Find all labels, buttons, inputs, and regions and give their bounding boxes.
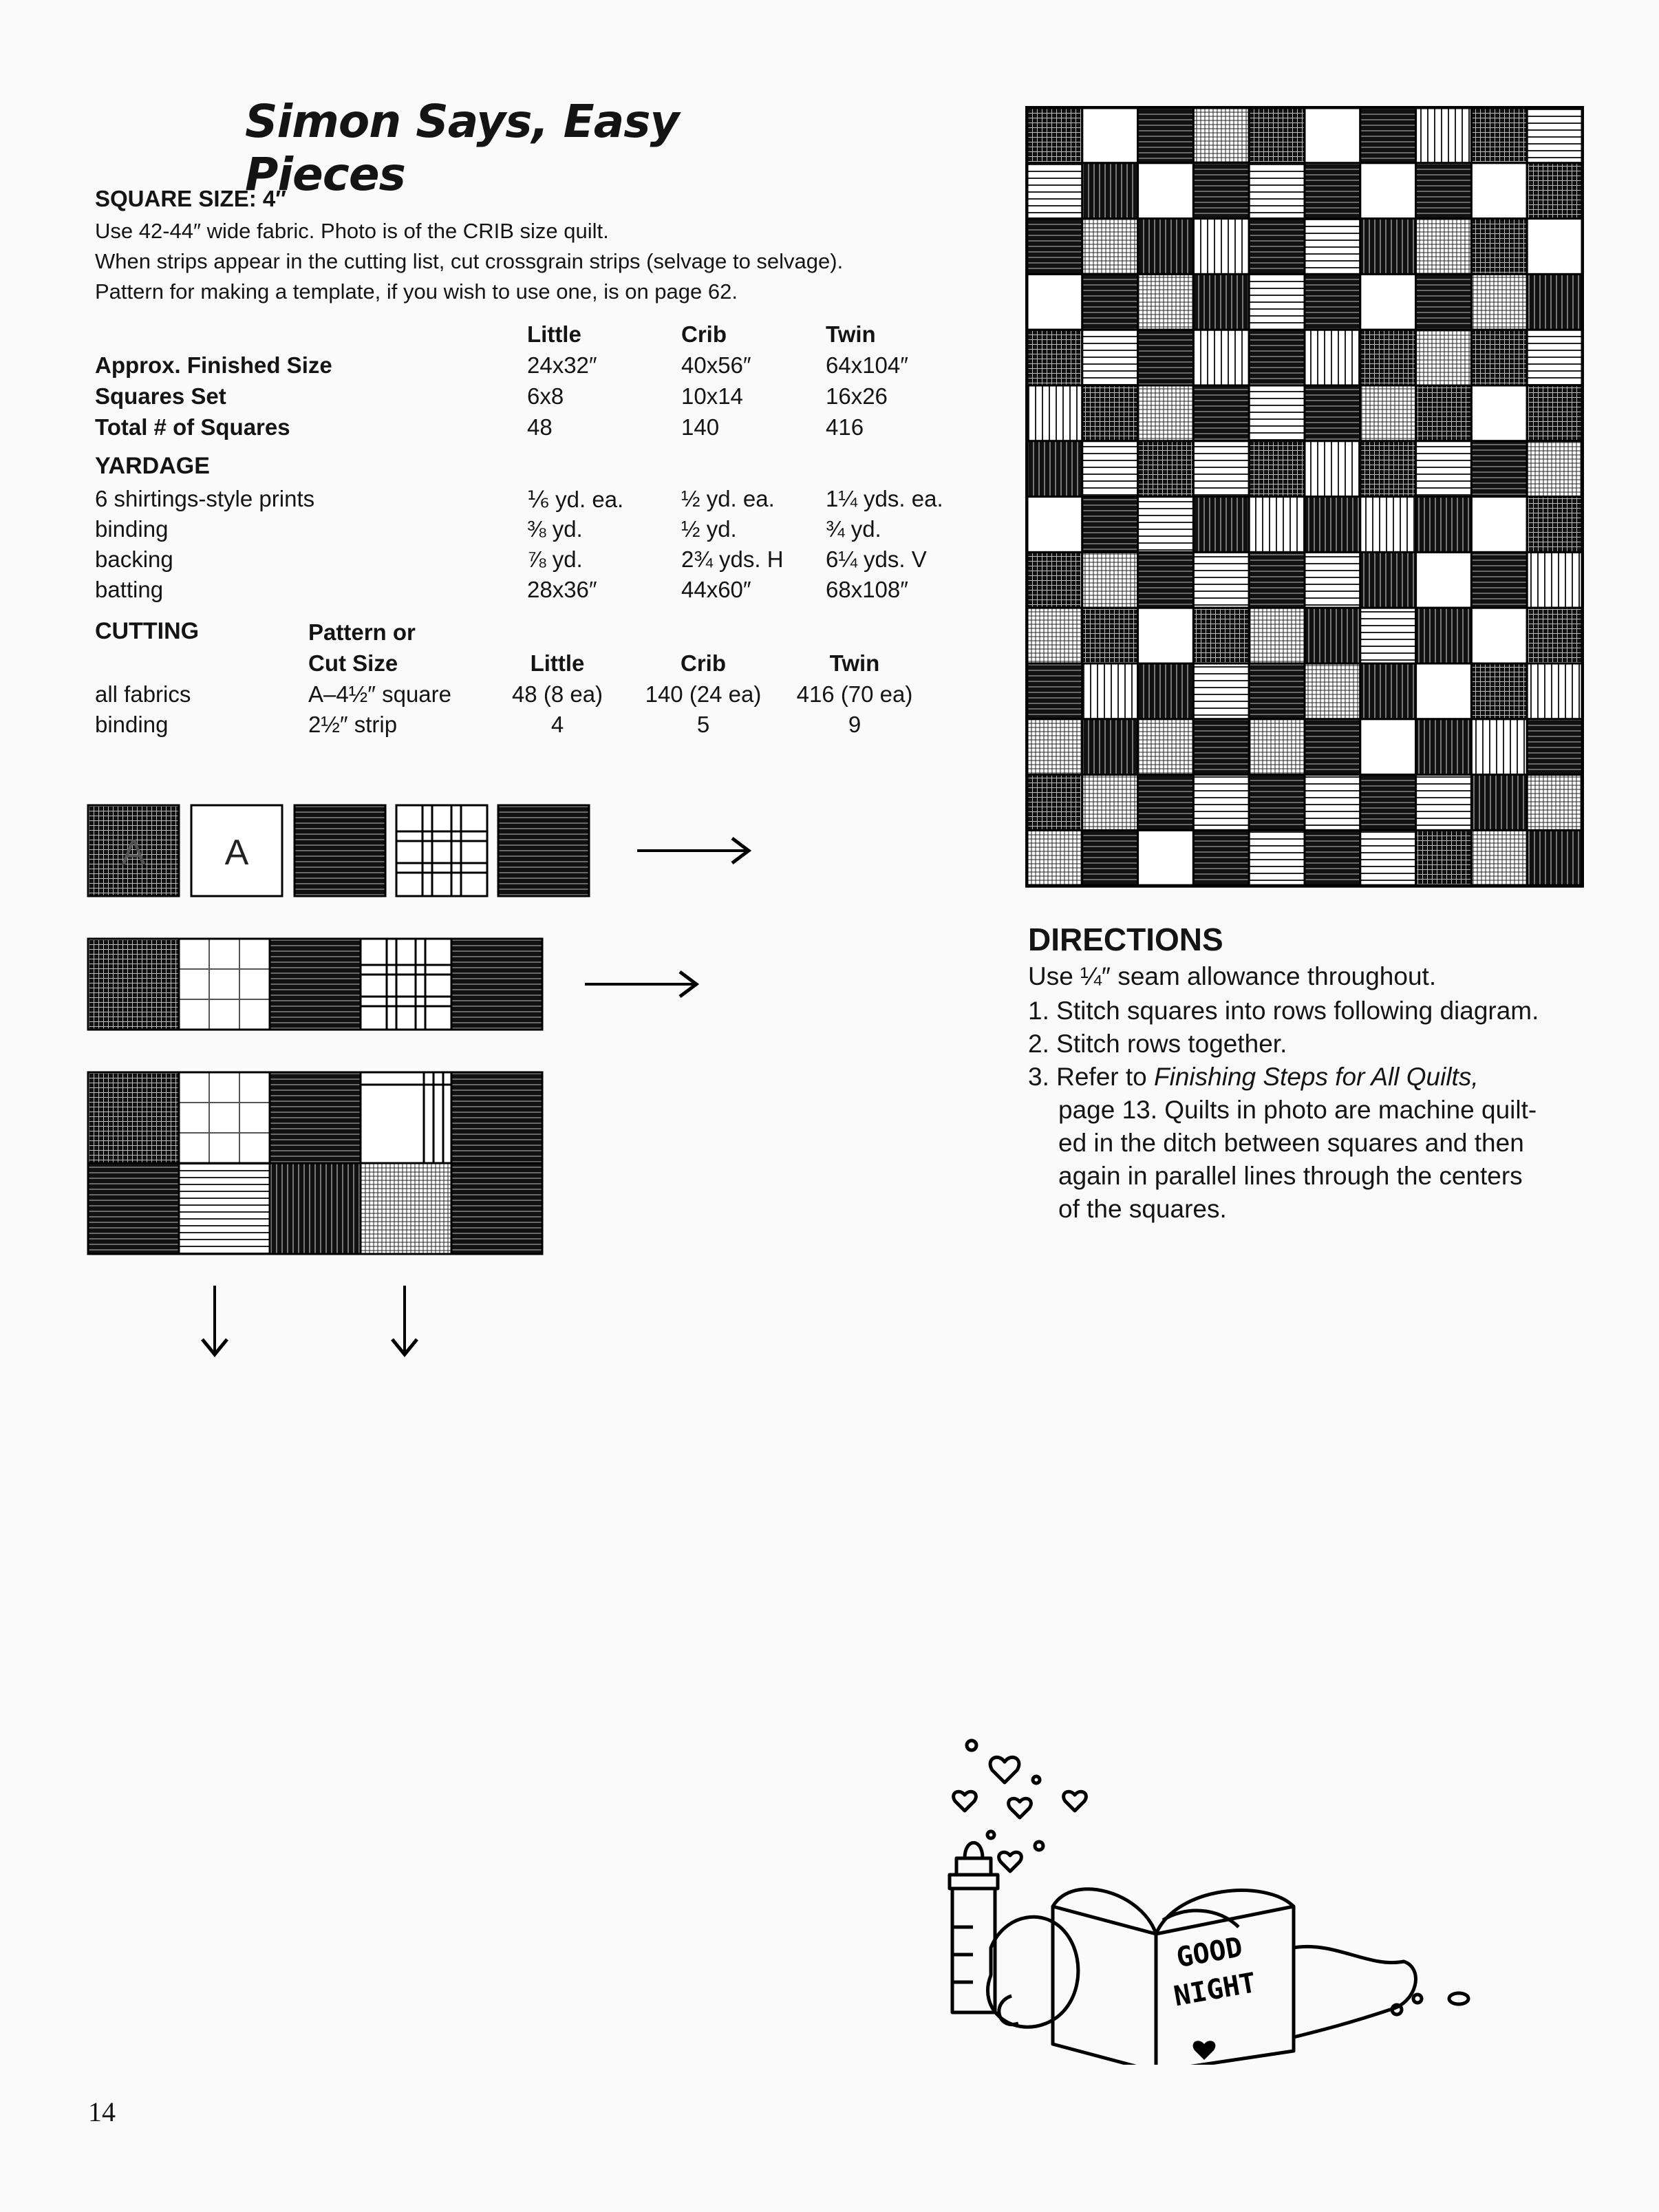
quilt-block — [1193, 719, 1249, 775]
pattern-header: Pattern or — [308, 619, 416, 645]
quilt-block — [1193, 663, 1249, 719]
cell: 416 — [826, 414, 864, 440]
arrow-down-icon — [392, 1286, 417, 1354]
quilt-block — [1527, 330, 1583, 385]
quilt-block — [1082, 441, 1138, 497]
quilt-block — [1305, 385, 1360, 441]
quilt-block — [1305, 830, 1360, 886]
cell: 9 — [848, 712, 861, 737]
quilt-block — [1471, 608, 1527, 663]
quilt-block — [1360, 552, 1416, 608]
cell: 24x32″ — [527, 352, 597, 378]
heart-icon — [1064, 1791, 1087, 1811]
cell: ⅙ yd. ea. — [527, 487, 624, 512]
col-header-twin: Twin — [829, 650, 880, 676]
cell: 64x104″ — [826, 352, 908, 378]
quilt-block — [1360, 274, 1416, 330]
quilt-block — [1305, 663, 1360, 719]
cell: 4 — [550, 712, 564, 737]
quilt-block — [1249, 552, 1305, 608]
quilt-block — [1249, 163, 1305, 219]
quilt-block — [1138, 719, 1194, 775]
quilt-block — [1471, 719, 1527, 775]
quilt-block — [1360, 441, 1416, 497]
col-header-twin: Twin — [826, 321, 876, 347]
cell: 6x8 — [527, 383, 564, 409]
quilt-block — [1416, 775, 1472, 831]
quilt-block — [1305, 441, 1360, 497]
quilt-block — [1138, 830, 1194, 886]
quilt-block — [1249, 663, 1305, 719]
row-label: binding — [95, 712, 169, 737]
quilt-block — [1527, 608, 1583, 663]
quilt-block — [1527, 441, 1583, 497]
step-prefix: 3. Refer to — [1028, 1063, 1155, 1091]
book-title: Finishing Steps for All Quilts, — [1154, 1063, 1479, 1091]
quilt-block — [1027, 719, 1082, 775]
direction-line: ed in the ditch between squares and then — [1058, 1129, 1524, 1157]
quilt-block — [1138, 608, 1194, 663]
quilt-block — [1082, 497, 1138, 553]
quilt-block — [1305, 163, 1360, 219]
cell: 6¼ yds. V — [826, 546, 927, 572]
quilt-block — [1471, 107, 1527, 163]
quilt-block — [1193, 385, 1249, 441]
quilt-block — [1360, 830, 1416, 886]
quilt-block — [1193, 330, 1249, 385]
quilt-block — [1082, 608, 1138, 663]
quilt-block — [1360, 608, 1416, 663]
direction-line: page 13. Quilts in photo are machine quilt- — [1058, 1096, 1537, 1124]
quilt-block — [1471, 830, 1527, 886]
quilt-block — [1416, 663, 1472, 719]
heart-icon — [990, 1757, 1019, 1783]
square-letter: A — [121, 833, 146, 873]
quilt-block — [1471, 775, 1527, 831]
square-stripe — [498, 805, 589, 896]
quilt-block — [1471, 330, 1527, 385]
arrow-down-icon — [202, 1286, 227, 1354]
quilt-block — [1527, 219, 1583, 275]
quilt-block — [1416, 608, 1472, 663]
cell: 140 (24 ea) — [645, 681, 762, 707]
quilt-block — [1360, 163, 1416, 219]
row-label: batting — [95, 577, 164, 602]
quilt-block — [1416, 497, 1472, 553]
quilt-block — [1027, 608, 1082, 663]
quilt-block — [1249, 719, 1305, 775]
quilt-block — [1027, 385, 1082, 441]
book-text: NIGHT — [1171, 1967, 1259, 2013]
quilt-block — [1138, 163, 1194, 219]
quilt-block — [1471, 497, 1527, 553]
cell: 140 — [681, 414, 720, 440]
cell: 10x14 — [681, 383, 743, 409]
diagram-row — [87, 937, 706, 1034]
quilt-block — [1249, 385, 1305, 441]
row-label: Total # of Squares — [95, 414, 290, 440]
quilt-block — [1416, 441, 1472, 497]
quilt-block — [1527, 107, 1583, 163]
quilt-block — [1082, 663, 1138, 719]
cell: 16x26 — [826, 383, 888, 409]
quilt-block — [1527, 497, 1583, 553]
quilt-block — [1360, 775, 1416, 831]
quilt-block — [1082, 330, 1138, 385]
cell: 1¼ yds. ea. — [826, 486, 943, 511]
row-label: 6 shirtings-style prints — [95, 486, 315, 511]
intro-line: Use 42-44″ wide fabric. Photo is of the CRIB size quilt. — [95, 219, 609, 243]
cell: ½ yd. ea. — [681, 486, 775, 511]
quilt-block — [1471, 219, 1527, 275]
heart-icon — [954, 1791, 976, 1811]
quilt-block — [1193, 497, 1249, 553]
quilt-block — [1138, 385, 1194, 441]
quilt-block — [1027, 330, 1082, 385]
quilt-block — [1027, 219, 1082, 275]
quilt-block — [1082, 274, 1138, 330]
row-label: Squares Set — [95, 383, 226, 409]
quilt-block — [1527, 663, 1583, 719]
quilt-block — [1027, 274, 1082, 330]
quilt-block — [1082, 552, 1138, 608]
square-plaid — [396, 805, 487, 896]
yardage-heading: YARDAGE — [95, 453, 210, 479]
col-header-little: Little — [530, 650, 585, 676]
quilt-block — [1360, 107, 1416, 163]
cell: 68x108″ — [826, 577, 908, 602]
direction-step: 1. Stitch squares into rows following diagram. — [1028, 997, 1539, 1025]
quilt-illustration — [1025, 106, 1584, 888]
quilt-block — [1471, 663, 1527, 719]
directions-intro: Use ¼″ seam allowance throughout. — [1028, 962, 1437, 990]
quilt-block — [1416, 274, 1472, 330]
quilt-block — [1082, 163, 1138, 219]
blanket-icon — [1294, 1946, 1415, 2037]
direction-line: again in parallel lines through the centers — [1058, 1162, 1523, 1190]
cut-size: 2½″ strip — [308, 712, 398, 737]
quilt-block — [1360, 497, 1416, 553]
bottle-icon — [950, 1858, 998, 2012]
book-icon — [1053, 1906, 1156, 2065]
quilt-block — [1082, 385, 1138, 441]
quilt-block — [1527, 274, 1583, 330]
direction-line: of the squares. — [1058, 1195, 1227, 1223]
quilt-block — [1416, 330, 1472, 385]
quilt-block — [1138, 219, 1194, 275]
cell: 40x56″ — [681, 352, 751, 378]
directions-heading: DIRECTIONS — [1028, 922, 1223, 957]
direction-step — [1028, 1063, 1479, 1092]
diagram-rows-joined — [87, 1071, 548, 1360]
quilt-block — [1138, 274, 1194, 330]
quilt-block — [1527, 552, 1583, 608]
quilt-block — [1527, 830, 1583, 886]
quilt-block — [1082, 219, 1138, 275]
quilt-block — [1527, 719, 1583, 775]
intro-line: Pattern for making a template, if you wish to use one, is on page 62. — [95, 279, 738, 304]
row-label: backing — [95, 546, 173, 572]
quilt-block — [1471, 552, 1527, 608]
quilt-block — [1249, 107, 1305, 163]
quilt-block — [1527, 775, 1583, 831]
quilt-block — [1027, 552, 1082, 608]
square-stripe — [295, 805, 385, 896]
quilt-block — [1027, 107, 1082, 163]
quilt-block — [1416, 719, 1472, 775]
quilt-block — [1193, 441, 1249, 497]
quilt-block — [1305, 775, 1360, 831]
quilt-block — [1027, 830, 1082, 886]
quilt-block — [1416, 385, 1472, 441]
quilt-block — [1305, 330, 1360, 385]
page-number: 14 — [88, 2096, 116, 2127]
quilt-block — [1416, 552, 1472, 608]
direction-step: 2. Stitch rows together. — [1028, 1030, 1287, 1058]
book-text: GOOD — [1174, 1931, 1245, 1975]
quilt-block — [1027, 663, 1082, 719]
row-label: binding — [95, 516, 169, 542]
quilt-block — [1471, 274, 1527, 330]
quilt-block — [1471, 163, 1527, 219]
quilt-block — [1305, 552, 1360, 608]
quilt-block — [1193, 608, 1249, 663]
square-letter: A — [224, 833, 249, 873]
cell: ⅜ yd. — [527, 516, 583, 542]
quilt-block — [1416, 163, 1472, 219]
quilt-block — [1249, 830, 1305, 886]
cell: 48 (8 ea) — [511, 681, 603, 707]
cell: 2¾ yds. H — [681, 546, 784, 572]
quilt-block — [1249, 330, 1305, 385]
quilt-block — [1027, 775, 1082, 831]
quilt-block — [1360, 330, 1416, 385]
quilt-block — [1027, 497, 1082, 553]
quilt-block — [1360, 385, 1416, 441]
cutting-heading: CUTTING — [95, 618, 200, 644]
quilt-block — [1471, 385, 1527, 441]
page-title: Simon Says, Easy Pieces — [245, 95, 679, 201]
cell: ¾ yd. — [826, 516, 881, 542]
cell: 44x60″ — [681, 577, 751, 602]
quilt-block — [1305, 107, 1360, 163]
quilt-block — [1082, 830, 1138, 886]
quilt-block — [1193, 219, 1249, 275]
quilt-block — [1193, 830, 1249, 886]
quilt-block — [1305, 608, 1360, 663]
quilt-block — [1193, 107, 1249, 163]
quilt-block — [1027, 163, 1082, 219]
quilt-block — [1249, 219, 1305, 275]
quilt-block — [1027, 441, 1082, 497]
quilt-block — [1249, 608, 1305, 663]
goodnight-illustration — [915, 1721, 1493, 2065]
heart-icon — [999, 1852, 1022, 1871]
quilt-block — [1416, 830, 1472, 886]
quilt-block — [1193, 775, 1249, 831]
quilt-block — [1527, 163, 1583, 219]
quilt-block — [1193, 274, 1249, 330]
quilt-block — [1138, 775, 1194, 831]
quilt-block — [1305, 497, 1360, 553]
diagram-squares — [87, 804, 775, 900]
quilt-block — [1360, 719, 1416, 775]
col-header-little: Little — [527, 321, 581, 347]
quilt-block — [1305, 219, 1360, 275]
cell: 48 — [527, 414, 553, 440]
quilt-block — [1360, 663, 1416, 719]
cell: 5 — [696, 712, 710, 737]
quilt-block — [1305, 719, 1360, 775]
quilt-block — [1138, 497, 1194, 553]
square-size: SQUARE SIZE: 4″ — [95, 186, 287, 211]
quilt-block — [1138, 107, 1194, 163]
quilt-block — [1249, 441, 1305, 497]
bunny-icon — [987, 1917, 1078, 2027]
quilt-block — [1082, 107, 1138, 163]
quilt-block — [1360, 219, 1416, 275]
quilt-block — [1527, 385, 1583, 441]
quilt-block — [1138, 663, 1194, 719]
cut-size: A–4½″ square — [308, 681, 451, 707]
cell: 28x36″ — [527, 577, 597, 602]
col-header-crib: Crib — [681, 650, 726, 676]
quilt-block — [1249, 775, 1305, 831]
quilt-block — [1249, 274, 1305, 330]
quilt-block — [1193, 163, 1249, 219]
row-label: Approx. Finished Size — [95, 352, 332, 378]
cell: ½ yd. — [681, 516, 737, 542]
quilt-block — [1193, 552, 1249, 608]
quilt-block — [1082, 775, 1138, 831]
quilt-block — [1416, 219, 1472, 275]
cell: ⅞ yd. — [527, 546, 583, 572]
quilt-block — [1082, 719, 1138, 775]
intro-line: When strips appear in the cutting list, cut crossgrain strips (selvage to selvage). — [95, 249, 844, 273]
quilt-block — [1138, 330, 1194, 385]
pattern-header: Cut Size — [308, 650, 398, 676]
quilt-block — [1138, 552, 1194, 608]
row-label: all fabrics — [95, 681, 191, 707]
cell: 416 (70 ea) — [796, 681, 913, 707]
heart-icon — [1009, 1798, 1031, 1818]
quilt-block — [1138, 441, 1194, 497]
quilt-block — [1305, 274, 1360, 330]
quilt-block — [1249, 497, 1305, 553]
col-header-crib: Crib — [681, 321, 727, 347]
quilt-block — [1471, 441, 1527, 497]
quilt-block — [1416, 107, 1472, 163]
